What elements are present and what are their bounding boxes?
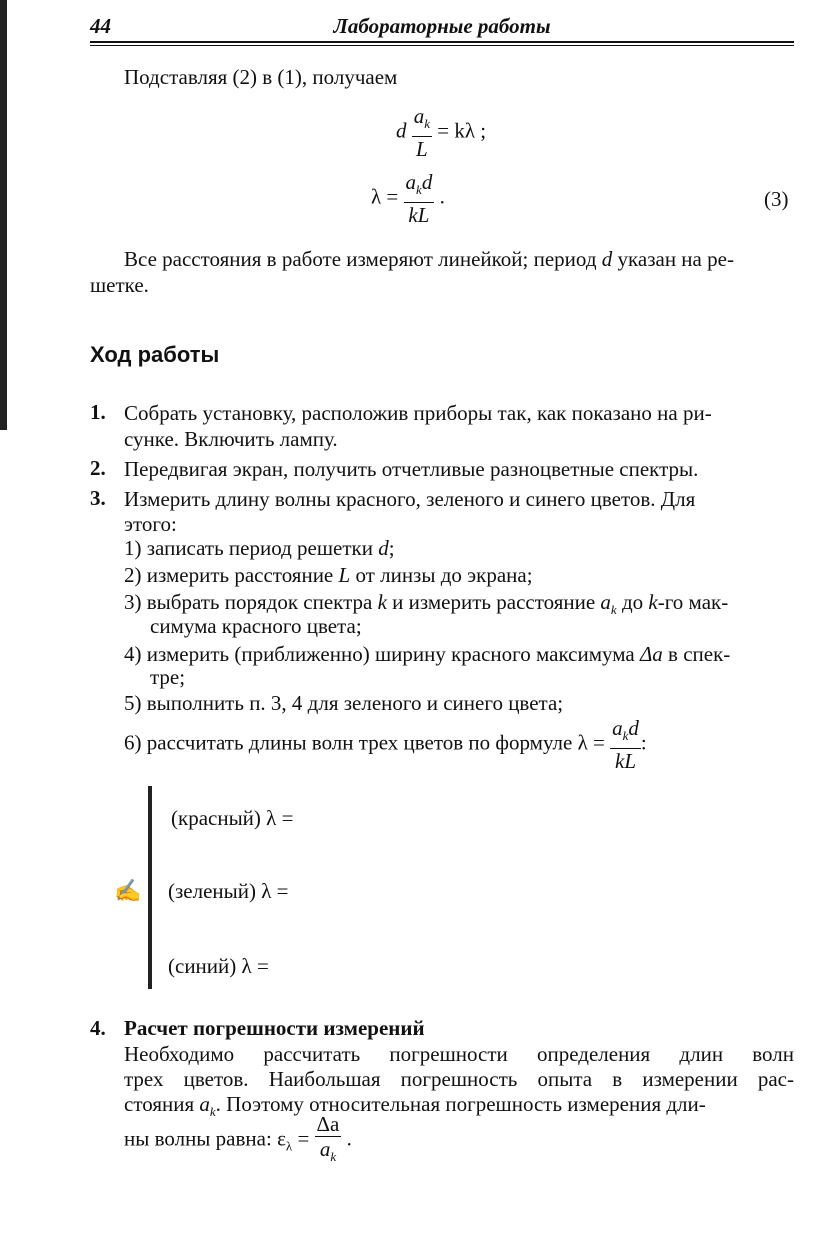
formula-2-dot: . xyxy=(439,184,445,209)
formula-2-k: k xyxy=(416,182,422,198)
step-1-line-1: Собрать установку, расположив приборы так, как показано на ри- xyxy=(124,401,712,425)
running-title: Лабораторные работы xyxy=(333,14,551,38)
page-edge-scan-artifact xyxy=(0,0,7,430)
answer-block-bar xyxy=(148,786,152,989)
formula-1-d: d xyxy=(396,118,407,143)
formula-1-rhs: = kλ ; xyxy=(437,118,487,143)
substep-3-line-2: симума красного цвета; xyxy=(150,614,362,638)
step-4-title: Расчет погрешности измерений xyxy=(124,1016,425,1040)
note-line-2: шетке. xyxy=(90,273,149,297)
substep-3-line-1: 3) выбрать порядок спектра k и измерить расстояние $a_k$ до k-го мак- xyxy=(124,590,729,618)
page-number: 44 xyxy=(90,14,111,38)
substep-2: 2) измерить расстояние L от линзы до экрана; xyxy=(124,563,533,587)
note-d: d xyxy=(601,247,613,271)
substep-4-line-2: тре; xyxy=(150,665,186,689)
step-1-line-2: сунке. Включить лампу. xyxy=(124,427,338,451)
intro-text: Подставляя (2) в (1), получаем xyxy=(124,65,398,89)
step-4-line-2: трех цветов. Наибольшая погрешность опыта в измерении рас- xyxy=(124,1067,794,1091)
step-3-number: 3. xyxy=(90,486,106,510)
substep-1: 1) записать период решетки d; xyxy=(124,536,395,560)
formula-2-lhs: λ = xyxy=(371,184,399,209)
substep-6-fraction: $\frac{a_kd}{kL}$ xyxy=(612,716,639,774)
step-4-number: 4. xyxy=(90,1016,106,1040)
substep-4-line-1: 4) измерить (приближенно) ширину красного максимума Δa в спек- xyxy=(124,642,731,666)
formula-2 xyxy=(371,170,445,227)
answer-green: (зеленый) λ = xyxy=(168,879,289,903)
answer-blue: (синий) λ = xyxy=(168,954,269,978)
substep-5: 5) выполнить п. 3, 4 для зеленого и синего цвета; xyxy=(124,691,564,715)
step-3-line-2: этого: xyxy=(124,512,177,536)
formula-1-k: k xyxy=(424,116,431,132)
step-3-line-1: Измерить длину волны красного, зеленого и синего цветов. Для xyxy=(124,487,696,511)
step-4-fraction: $\frac{\Delta a}{a_k}$ xyxy=(316,1112,340,1165)
note-line-1: Все расстояния в работе измеряют линейкой; период d указан на ре- xyxy=(124,247,734,271)
writing-hand-icon: ✍ xyxy=(114,878,142,903)
section-heading: Ход работы xyxy=(90,342,220,367)
formula-1 xyxy=(396,104,486,161)
substep-6: 6) рассчитать длины волн трех цветов по формуле λ = $\frac{a_kd}{kL}$ : xyxy=(124,716,647,774)
step-2-line-1: Передвигая экран, получить отчетливые разноцветные спектры. xyxy=(124,457,699,481)
formula-2-d: d xyxy=(421,170,433,194)
formula-2-fraction xyxy=(404,170,435,227)
step-4-line-4: ны волны равна: $\varepsilon_\lambda$ = $\frac{\Delta a}{a_k}$ . xyxy=(124,1112,352,1169)
formula-1-fraction xyxy=(412,104,432,161)
formula-2-den: kL xyxy=(408,203,430,228)
page-header xyxy=(90,14,794,44)
formula-1-a: a xyxy=(413,104,425,128)
answer-red: (красный) λ = xyxy=(171,806,294,830)
step-1-number: 1. xyxy=(90,400,106,424)
header-rule-thin xyxy=(90,45,794,46)
header-rule-thick xyxy=(90,41,794,43)
formula-2-a: a xyxy=(405,170,417,194)
formula-1-L: L xyxy=(416,137,428,162)
step-4-line-3: стояния $a_k$. Поэтому относительная погрешность измерения дли- xyxy=(124,1092,706,1120)
step-2-number: 2. xyxy=(90,456,106,480)
step-4-line-1: Необходимо рассчитать погрешности определения длин волн xyxy=(124,1042,794,1066)
equation-number: (3) xyxy=(764,187,789,211)
